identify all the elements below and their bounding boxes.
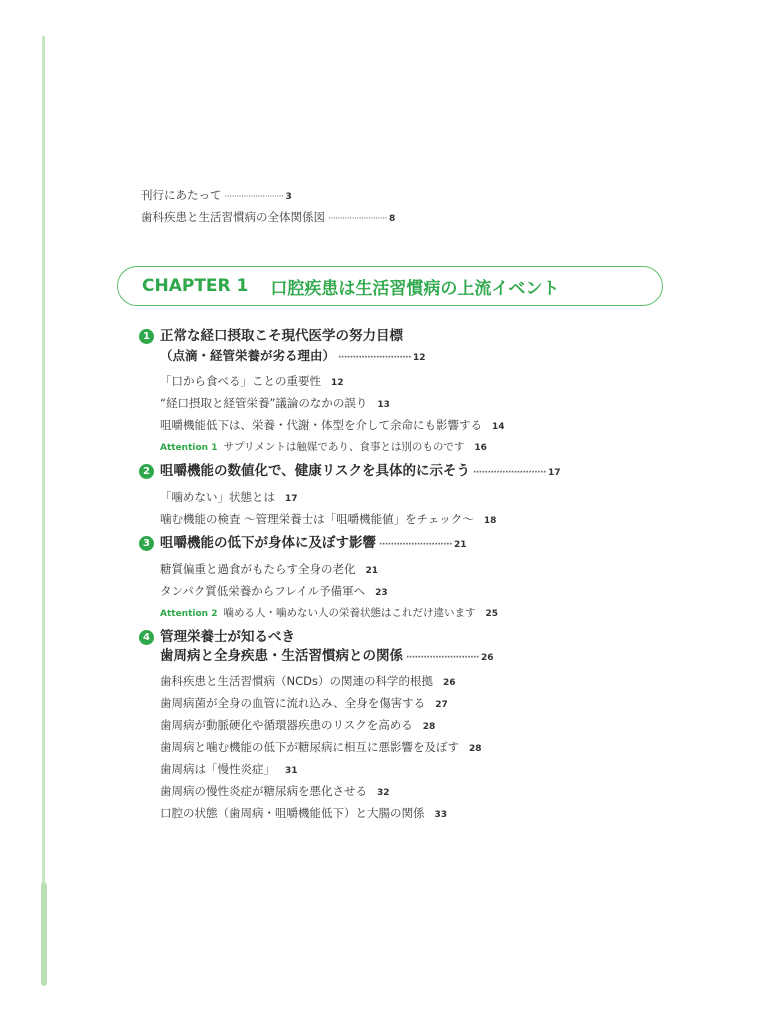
toc-item[interactable] <box>160 783 390 799</box>
item-title: 歯周病菌が全身の血管に流れ込み、全身を傷害する <box>160 696 426 710</box>
number-badge-icon: 1 <box>139 329 154 344</box>
number-badge-icon: 3 <box>139 536 154 551</box>
section-title: 咀嚼機能の低下が身体に及ぼす影響 <box>160 535 376 551</box>
toc-attention-item[interactable] <box>160 605 498 620</box>
toc-item[interactable] <box>160 673 456 689</box>
toc-item[interactable] <box>160 395 390 411</box>
toc-item[interactable] <box>160 805 447 821</box>
item-title: 歯周病が動脈硬化や循環器疾患のリスクを高める <box>160 718 413 732</box>
item-title: 歯科疾患と生活習慣病（NCDs）の関連の科学的根拠 <box>160 674 433 688</box>
toc-item[interactable] <box>160 511 496 527</box>
leader-dots: ························· <box>472 468 546 478</box>
toc-item[interactable] <box>160 417 505 433</box>
item-title: サプリメントは触媒であり、食事とは別のものです <box>223 441 465 453</box>
page-number: 28 <box>469 744 482 754</box>
item-title: 口腔の状態（歯周病・咀嚼機能低下）と大腸の関係 <box>160 806 425 820</box>
toc-item[interactable] <box>160 695 448 711</box>
page-number: 26 <box>442 678 456 688</box>
section-title: 咀嚼機能の数値化で、健康リスクを具体的に示そう <box>160 463 470 479</box>
page-number: 23 <box>375 588 388 598</box>
leader-dots: ························· <box>379 540 452 550</box>
item-title: 歯周病は「慢性炎症」 <box>160 762 275 776</box>
toc-entry-foreword[interactable] <box>141 187 292 203</box>
page-number: 31 <box>285 766 298 776</box>
page-number: 12 <box>331 378 344 388</box>
page-number: 21 <box>453 540 467 550</box>
number-badge-icon: 2 <box>139 464 154 479</box>
page-number: 21 <box>365 566 379 576</box>
page-number: 8 <box>389 214 396 224</box>
page-number: 32 <box>377 788 390 798</box>
item-title: 噛む機能の検査 ～管理栄養士は「咀嚼機能値」をチェック～ <box>160 512 474 526</box>
item-title: “経口摂取と経管栄養”議論のなかの誤り <box>160 396 368 410</box>
item-title: 歯周病の慢性炎症が糖尿病を悪化させる <box>160 784 367 798</box>
toc-item[interactable] <box>160 761 298 777</box>
page-number: 33 <box>434 810 448 820</box>
section-2-heading[interactable] <box>139 462 560 483</box>
toc-item[interactable] <box>160 717 435 733</box>
leader-dots: ························· <box>338 353 411 363</box>
item-title: 糖質偏重と過食がもたらす全身の老化 <box>160 562 356 576</box>
section-subtitle: 歯周病と全身疾患・生活習慣病との関係 <box>160 648 403 664</box>
page-number: 18 <box>483 516 497 526</box>
page-number: 27 <box>435 700 448 710</box>
toc-item[interactable] <box>160 739 482 755</box>
section-subtitle: （点滴・経管栄養が劣る理由） <box>160 348 336 363</box>
toc-item[interactable] <box>160 373 344 389</box>
number-badge-icon: 4 <box>139 630 154 645</box>
margin-rule <box>42 36 45 886</box>
chapter-label: CHAPTER 1 <box>142 276 249 296</box>
item-title: 「噛めない」状態とは <box>160 490 275 504</box>
chapter-title: 口腔疾患は生活習慣病の上流イベント <box>270 278 560 299</box>
leader-dots: ························· <box>224 192 284 202</box>
page-number: 17 <box>285 494 298 504</box>
entry-title: 刊行にあたって <box>141 188 222 202</box>
page-number: 17 <box>547 468 561 478</box>
page-number: 16 <box>474 443 487 453</box>
page-edge-tab <box>41 882 47 986</box>
item-title: 噛める人・噛めない人の栄養状態はこれだけ違います <box>223 607 476 619</box>
entry-title: 歯科疾患と生活習慣病の全体関係図 <box>141 210 325 224</box>
leader-dots: ························· <box>406 653 479 663</box>
attention-label: Attention 2 <box>160 609 218 619</box>
page-number: 13 <box>377 400 390 410</box>
toc-attention-item[interactable] <box>160 439 487 454</box>
item-title: 「口から食べる」ことの重要性 <box>160 374 321 388</box>
section-3-heading[interactable] <box>139 534 467 555</box>
item-title: タンパク質低栄養からフレイル予備軍へ <box>160 584 366 598</box>
leader-dots: ························· <box>328 214 388 224</box>
attention-label: Attention 1 <box>160 443 218 453</box>
section-title: 管理栄養士が知るべき <box>160 629 295 645</box>
chapter-heading <box>117 266 663 306</box>
page-number: 26 <box>480 653 494 663</box>
page-number: 25 <box>485 609 498 619</box>
page-number: 14 <box>492 422 505 432</box>
page-number: 12 <box>413 353 426 363</box>
toc-item[interactable] <box>160 489 298 505</box>
section-4-heading[interactable] <box>139 628 494 668</box>
section-title: 正常な経口摂取こそ現代医学の努力目標 <box>160 328 403 344</box>
item-title: 歯周病と噛む機能の低下が糖尿病に相互に悪影響を及ぼす <box>160 740 459 754</box>
toc-entry-overview-diagram[interactable] <box>141 209 395 225</box>
page-number: 28 <box>422 722 436 732</box>
section-1-heading[interactable] <box>139 327 426 368</box>
toc-item[interactable] <box>160 561 378 577</box>
toc-item[interactable] <box>160 583 388 599</box>
page-number: 3 <box>285 192 292 202</box>
item-title: 咀嚼機能低下は、栄養・代謝・体型を介して余命にも影響する <box>160 418 482 432</box>
